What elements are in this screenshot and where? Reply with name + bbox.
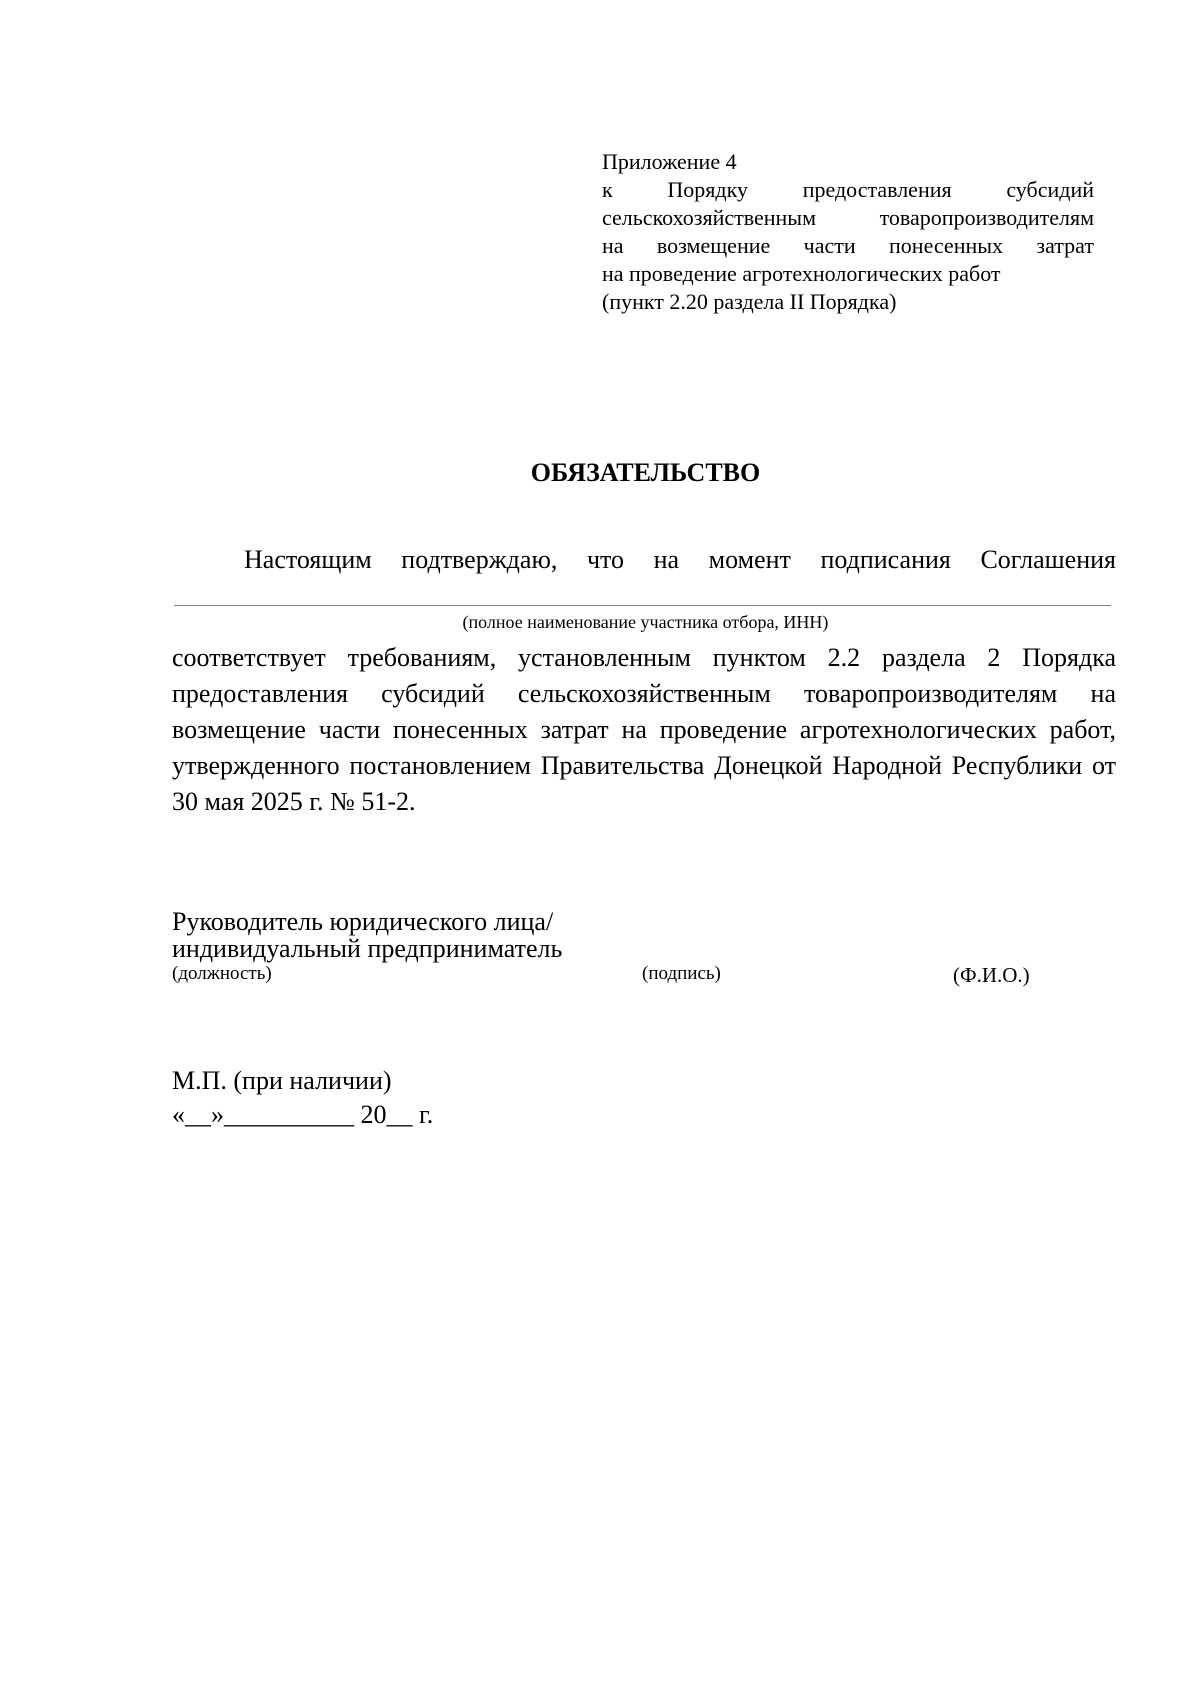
document-title: ОБЯЗАТЕЛЬСТВО [530, 458, 761, 487]
appendix-reference-line: на возмещение части понесенных затрат [602, 233, 1094, 258]
signatory-role [172, 908, 562, 962]
commitment-body: соответствует требованиям, установленным пунктом 2.2 раздела 2 Порядка предоставления субсидий сельскохозяйственным товаропроизводителям на возмещение части понесенных затрат на проведение агротехнологических работ, утвержденного постановлением Правительства Донецкой Народной Республики от 30 мая 2025 г. № 51-2. [172, 643, 1116, 816]
appendix-clause: (пункт 2.20 раздела II Порядка) [602, 289, 897, 314]
participant-name-caption: (полное наименование участника отбора, ИНН) [462, 612, 829, 632]
participant-name-field[interactable] [174, 605, 1111, 606]
appendix-header [602, 148, 1094, 316]
signatory-role-line: Руководитель юридического лица/ [172, 907, 554, 936]
date-field[interactable]: «__»__________ 20__ г. [172, 1100, 434, 1129]
appendix-number: Приложение 4 [602, 149, 737, 174]
position-caption: (должность) [172, 963, 272, 984]
full-name-caption: (Ф.И.О.) [953, 963, 1030, 987]
appendix-reference-line: сельскохозяйственным товаропроизводителям [602, 205, 1094, 230]
appendix-reference-line: к Порядку предоставления субсидий [602, 177, 1094, 202]
appendix-reference-line: на проведение агротехнологических работ [602, 261, 1001, 286]
signature-caption: (подпись) [642, 963, 721, 984]
intro-line: Настоящим подтверждаю, что на момент подписания Соглашения [244, 545, 1116, 574]
seal-place: М.П. (при наличии) [172, 1066, 392, 1095]
signatory-role-line: индивидуальный предприниматель [172, 934, 563, 963]
